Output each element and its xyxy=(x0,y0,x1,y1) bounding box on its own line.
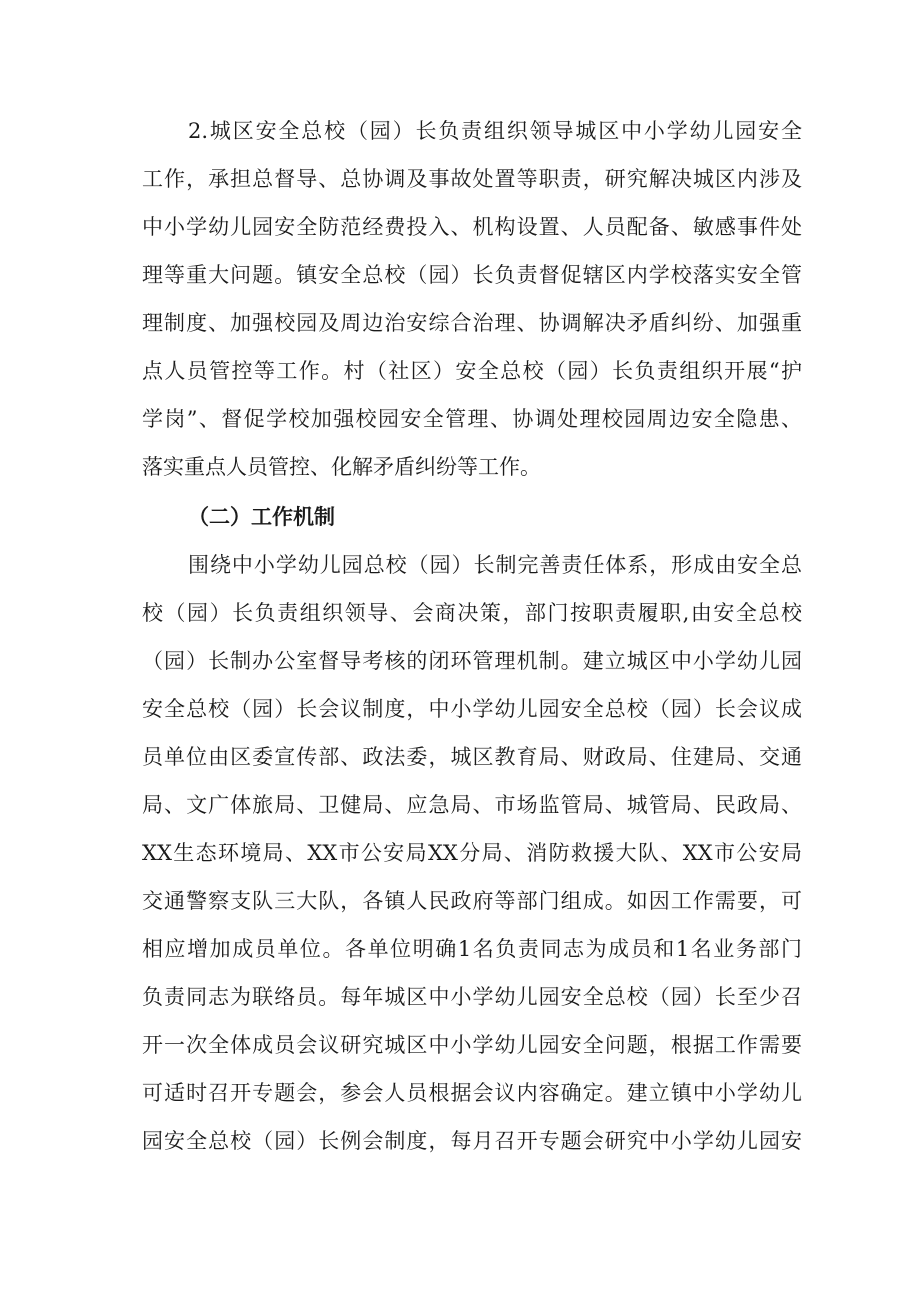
paragraph-1-line: 学岗”、督促学校加强校园安全管理、协调处理校园周边安全隐患、 xyxy=(142,407,802,431)
paragraph-2-line: 员单位由区委宣传部、政法委，城区教育局、财政局、住建局、交通 xyxy=(142,745,802,769)
paragraph-1-line: 点人员管控等工作。村（社区）安全总校（园）长负责组织开展“护 xyxy=(142,359,802,383)
paragraph-2-line: 围绕中小学幼儿园总校（园）长制完善责任体系，形成由安全总 xyxy=(188,553,802,577)
paragraph-2-line: XX生态环境局、XX市公安局XX分局、消防救援大队、XX市公安局 xyxy=(142,841,802,865)
paragraph-2-line: 交通警察支队三大队，各镇人民政府等部门组成。如因工作需要，可 xyxy=(142,889,802,913)
section-heading: （二）工作机制 xyxy=(188,505,335,529)
paragraph-2-line: 安全总校（园）长会议制度，中小学幼儿园安全总校（园）长会议成 xyxy=(142,697,802,721)
paragraph-2-line: 开一次全体成员会议研究城区中小学幼儿园安全问题，根据工作需要 xyxy=(142,1033,802,1057)
paragraph-1-line: 理等重大问题。镇安全总校（园）长负责督促辖区内学校落实安全管 xyxy=(142,263,802,287)
paragraph-2-line: （园）长制办公室督导考核的闭环管理机制。建立城区中小学幼儿园 xyxy=(142,649,802,673)
paragraph-1-line: 落实重点人员管控、化解矛盾纠纷等工作。 xyxy=(142,455,541,479)
paragraph-1-line: 2.城区安全总校（园）长负责组织领导城区中小学幼儿园安全 xyxy=(188,119,802,143)
paragraph-2-line: 园安全总校（园）长例会制度，每月召开专题会研究中小学幼儿园安 xyxy=(142,1129,802,1153)
paragraph-1-line: 中小学幼儿园安全防范经费投入、机构设置、人员配备、敏感事件处 xyxy=(142,215,802,239)
paragraph-2-line: 局、文广体旅局、卫健局、应急局、市场监管局、城管局、民政局、 xyxy=(142,793,802,817)
paragraph-1-line: 理制度、加强校园及周边治安综合治理、协调解决矛盾纠纷、加强重 xyxy=(142,311,802,335)
paragraph-2-line: 负责同志为联络员。每年城区中小学幼儿园安全总校（园）长至少召 xyxy=(142,985,802,1009)
paragraph-2-line: 可适时召开专题会，参会人员根据会议内容确定。建立镇中小学幼儿 xyxy=(142,1081,802,1105)
paragraph-2-line: 校（园）长负责组织领导、会商决策，部门按职责履职,由安全总校 xyxy=(142,601,802,625)
paragraph-1-line: 工作，承担总督导、总协调及事故处置等职责，研究解决城区内涉及 xyxy=(142,167,802,191)
paragraph-2-line: 相应增加成员单位。各单位明确1名负责同志为成员和1名业务部门 xyxy=(142,937,802,961)
